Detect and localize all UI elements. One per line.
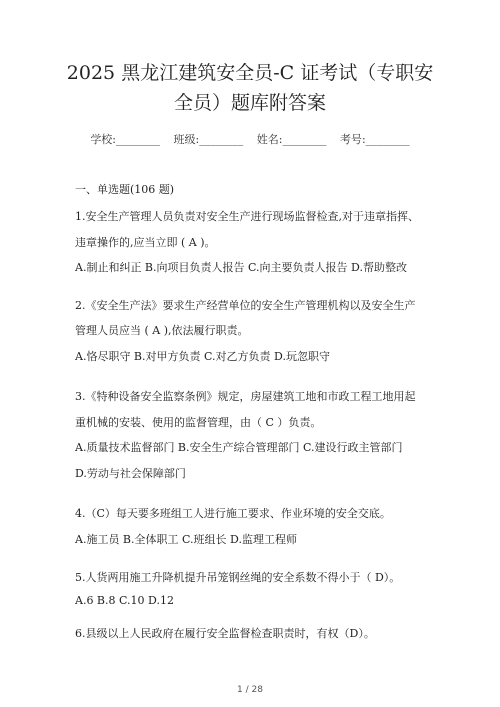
question-3-line-1: 3.《特种设备安全监察条例》规定，房屋建筑工地和市政工程工地用起 bbox=[75, 390, 416, 403]
question-2-line-1: 2.《安全生产法》要求生产经营单位的安全生产管理机构以及安全生产 bbox=[75, 299, 416, 312]
question-6-line-1: 6.县级以上人民政府在履行安全监督检查职责时，有权（D）。 bbox=[75, 627, 375, 640]
document-title bbox=[40, 58, 460, 118]
exam-number-field: 考号:________ bbox=[339, 133, 410, 146]
question-3-options-1: A.质量技术监督部门 B.安全生产综合管理部门 C.建设行政主管部门 bbox=[75, 441, 403, 454]
page-number: 1 / 28 bbox=[237, 685, 263, 695]
name-field: 姓名:________ bbox=[256, 133, 327, 146]
school-field: 学校:________ bbox=[90, 133, 161, 146]
question-4-options: A.施工员 B.全体职工 C.班组长 D.监理工程师 bbox=[75, 533, 297, 546]
question-5-line-1: 5.人货两用施工升降机提升吊笼钢丝绳的安全系数不得小于（ D）。 bbox=[75, 571, 401, 584]
question-1-line-1: 1.安全生产管理人员负责对安全生产进行现场监督检查,对于违章指挥、 bbox=[75, 210, 419, 223]
question-5-options: A.6 B.8 C.10 D.12 bbox=[75, 594, 174, 607]
question-2-line-2: 管理人员应当 ( A ),依法履行职责。 bbox=[75, 324, 249, 337]
question-1-line-2: 违章操作的,应当立即 ( A )。 bbox=[75, 236, 216, 249]
question-1-options: A.制止和纠正 B.向项目负责人报告 C.向主要负责人报告 D.帮助整改 bbox=[75, 261, 407, 274]
class-field: 班级:________ bbox=[173, 133, 244, 146]
section-heading: 一、单选题(106 题) bbox=[75, 183, 175, 196]
question-3-line-2: 重机械的安装、使用的监督管理，由（ C ）负责。 bbox=[75, 416, 322, 429]
question-2-options: A.恪尽职守 B.对甲方负责 C.对乙方负责 D.玩忽职守 bbox=[75, 350, 330, 363]
title-line-2: 全员）题库附答案 bbox=[173, 92, 326, 114]
question-3-options-2: D.劳动与社会保障部门 bbox=[75, 467, 186, 480]
question-4-line-1: 4.（C）每天要多班组工人进行施工要求、作业环境的安全交底。 bbox=[75, 507, 391, 520]
student-info-row bbox=[0, 131, 500, 147]
title-line-1: 2025 黑龙江建筑安全员-C 证考试（专职安 bbox=[66, 62, 434, 84]
